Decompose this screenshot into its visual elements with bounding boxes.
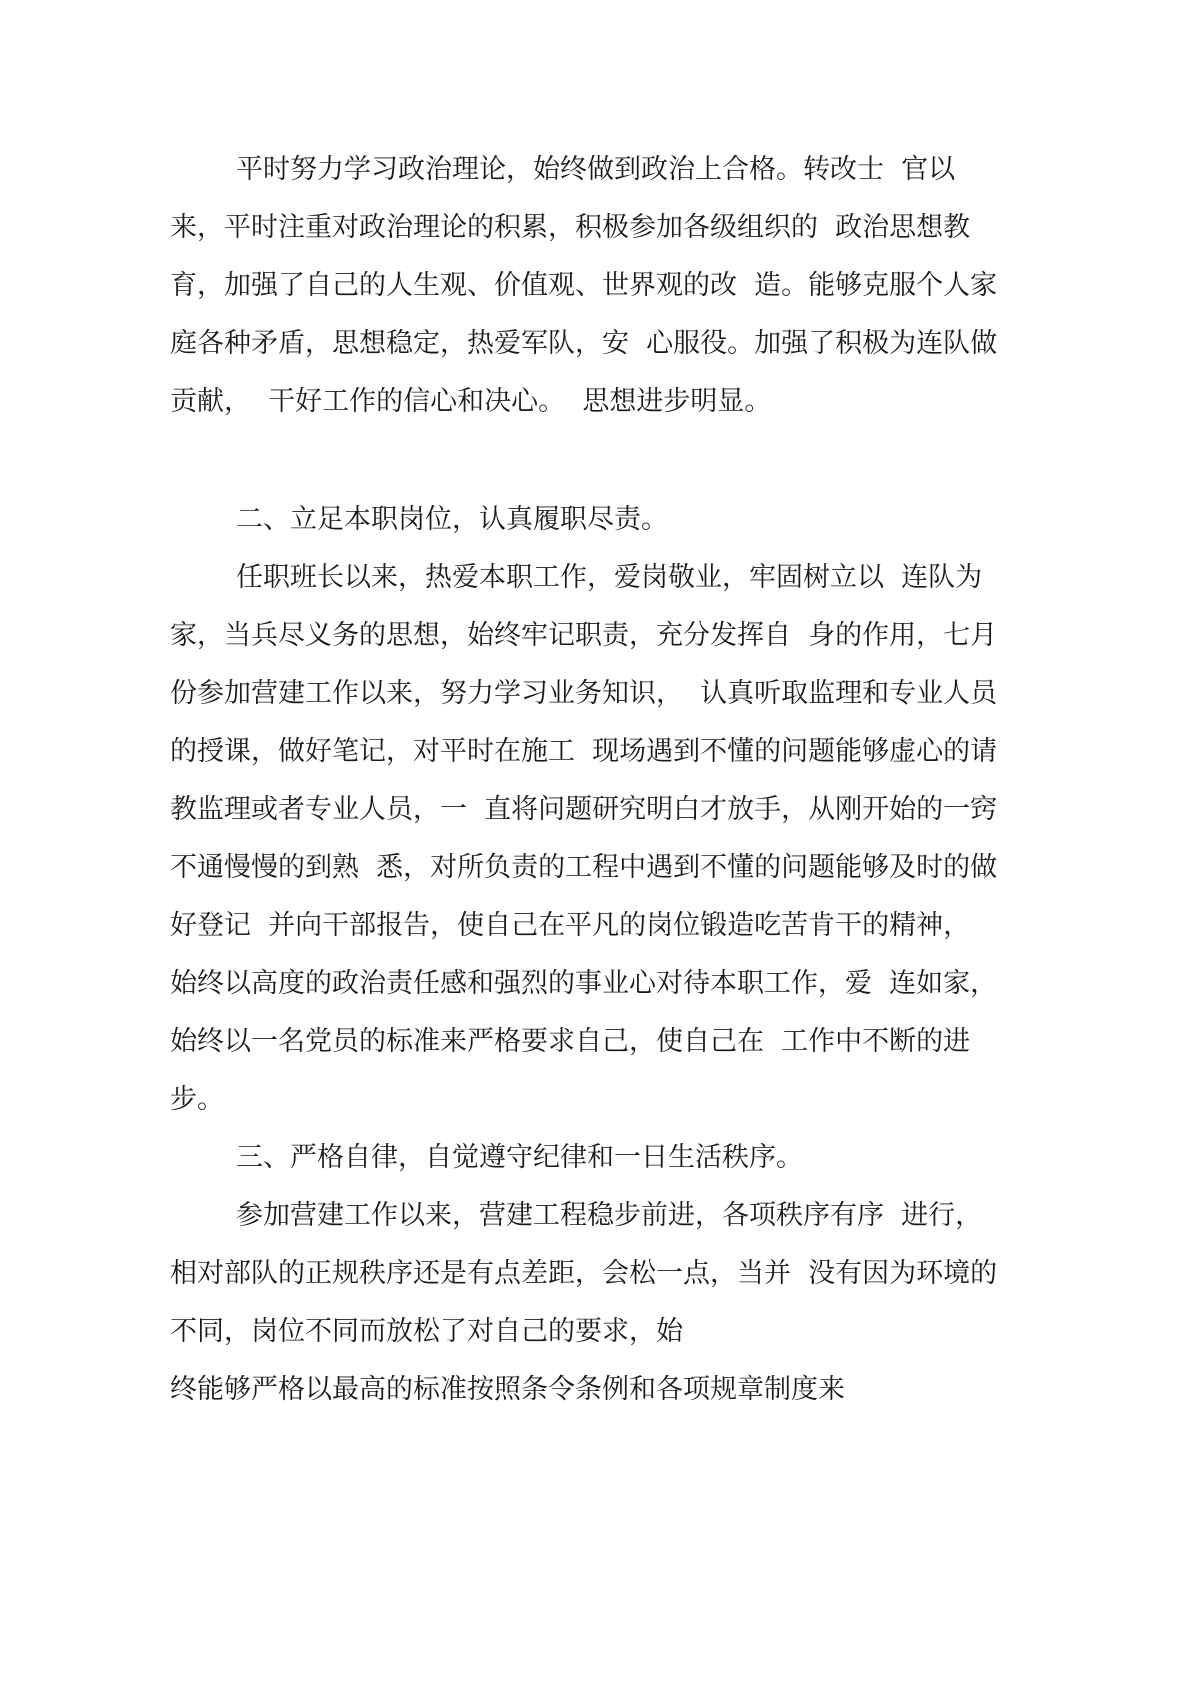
- paragraph-line: 不通慢慢的到熟 悉，对所负责的工程中遇到不懂的问题能够及时的做: [170, 852, 998, 883]
- paragraph-line: 好登记 并向干部报告，使自己在平凡的岗位锻造吃苦肯干的精神，: [170, 910, 971, 941]
- paragraph-line: 家，当兵尽义务的思想，始终牢记职责，充分发挥自 身的作用，七月: [170, 620, 998, 651]
- paragraph-line: 教监理或者专业人员，一 直将问题研究明白才放手，从刚开始的一窍: [170, 794, 998, 825]
- paragraph-line: 平时努力学习政治理论，始终做到政治上合格。转改士 官以: [236, 154, 956, 185]
- paragraph-line: 始终以高度的政治责任感和强烈的事业心对待本职工作，爱 连如家，: [170, 968, 998, 999]
- paragraph-line: 步。: [170, 1084, 224, 1115]
- paragraph-line: 任职班长以来，热爱本职工作，爱岗敬业，牢固树立以 连队为: [236, 562, 983, 593]
- paragraph-line: 来，平时注重对政治理论的积累，积极参加各级组织的 政治思想教: [170, 212, 971, 243]
- paragraph-line: 参加营建工作以来，营建工程稳步前进，各项秩序有序 进行，: [236, 1200, 983, 1231]
- paragraph-line: 不同，岗位不同而放松了对自己的要求，始: [170, 1316, 683, 1347]
- paragraph-line: 相对部队的正规秩序还是有点差距，会松一点，当并 没有因为环境的: [170, 1258, 998, 1289]
- section-heading: 三、严格自律，自觉遵守纪律和一日生活秩序。: [236, 1142, 803, 1173]
- paragraph-line: 终能够严格以最高的标准按照条令条例和各项规章制度来: [170, 1374, 845, 1405]
- paragraph-line: 份参加营建工作以来，努力学习业务知识， 认真听取监理和专业人员: [170, 678, 998, 709]
- paragraph-line: 始终以一名党员的标准来严格要求自己，使自己在 工作中不断的进: [170, 1026, 971, 1057]
- paragraph-line: 庭各种矛盾，思想稳定，热爱军队，安 心服役。加强了积极为连队做: [170, 328, 998, 359]
- paragraph-line: 的授课，做好笔记，对平时在施工 现场遇到不懂的问题能够虚心的请: [170, 736, 998, 767]
- paragraph-line: 贡献， 干好工作的信心和决心。 思想进步明显。: [170, 386, 772, 417]
- section-heading: 二、立足本职岗位，认真履职尽责。: [236, 504, 668, 535]
- paragraph-line: 育，加强了自己的人生观、价值观、世界观的改 造。能够克服个人家: [170, 270, 998, 301]
